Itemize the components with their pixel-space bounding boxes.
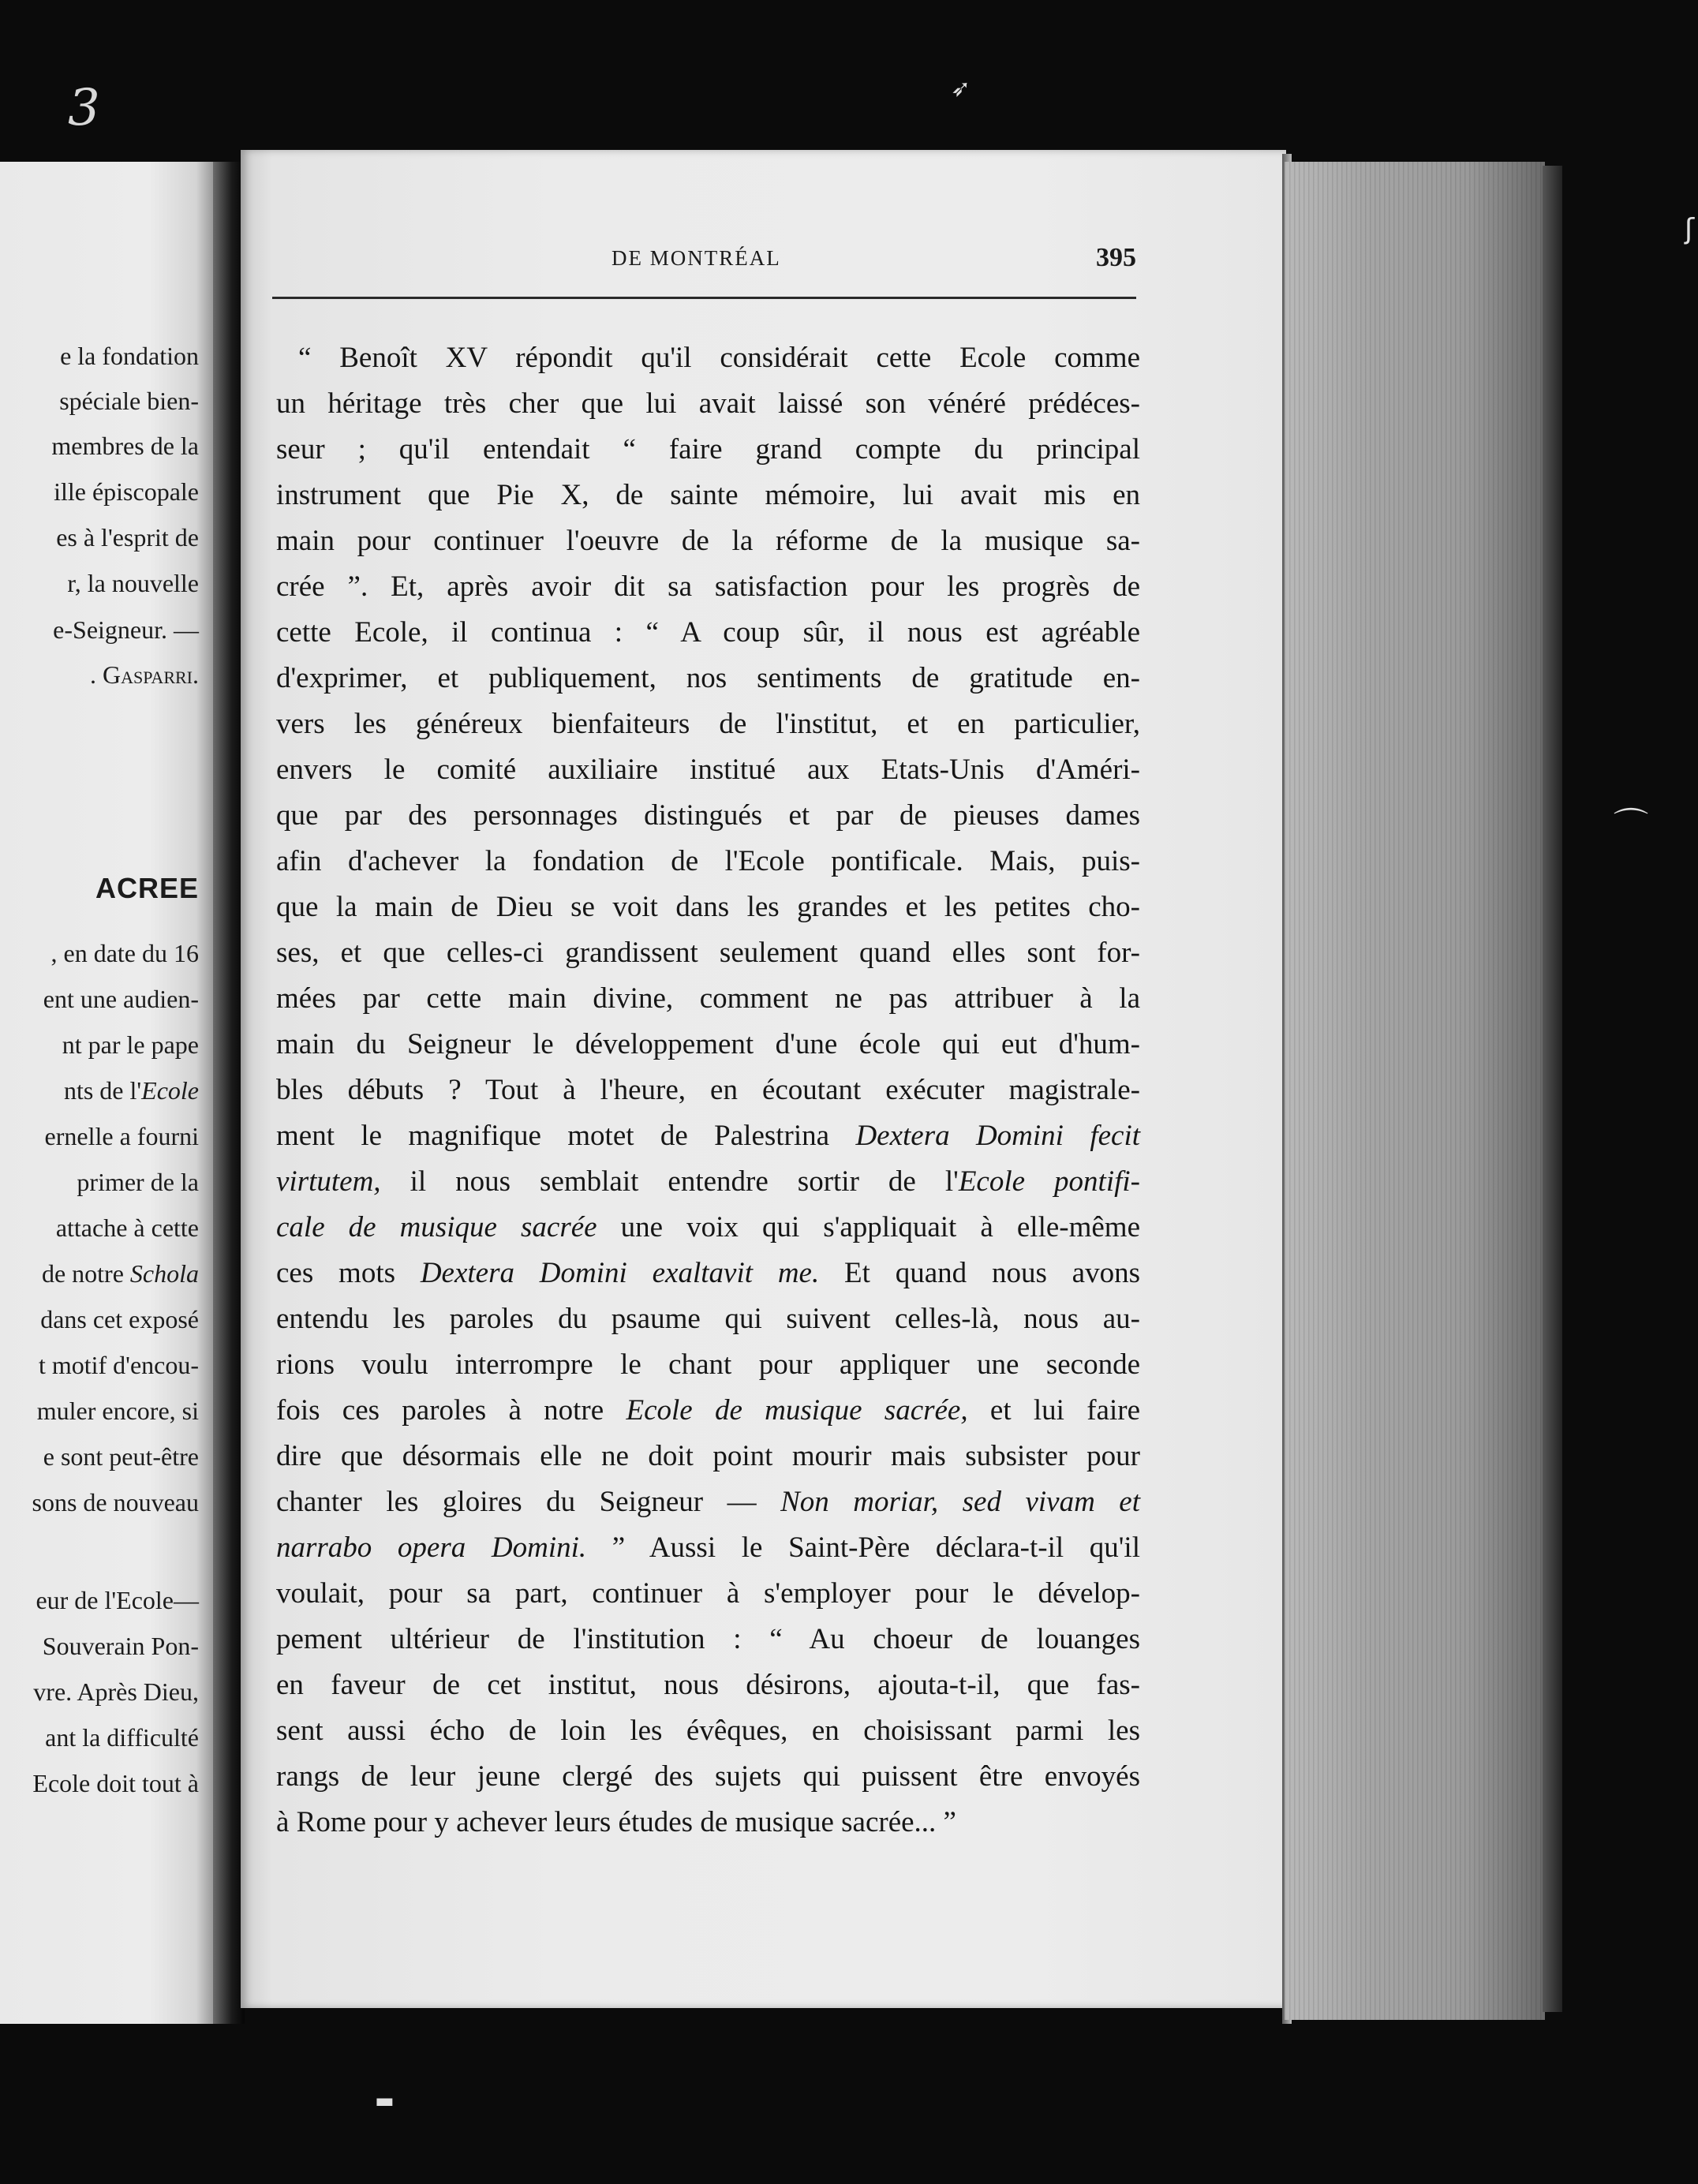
body-text-line: rions voulu interrompre le chant pour appliquer une seconde bbox=[276, 1348, 1140, 1381]
body-text-line: seur ; qu'il entendait “ faire grand compte du principal bbox=[276, 433, 1140, 466]
body-text-line: fois ces paroles à notre Ecole de musique sacrée, et lui faire bbox=[276, 1394, 1140, 1427]
body-text-line: “ Benoît XV répondit qu'il considérait cette Ecole comme bbox=[298, 342, 1140, 374]
page-number: 395 bbox=[1096, 243, 1136, 272]
page-edges bbox=[1285, 162, 1545, 2020]
background-speck: ➶ bbox=[951, 75, 971, 103]
left-page-line: nts de l'Ecole bbox=[63, 1076, 199, 1105]
left-page-line: Souverain Pon- bbox=[42, 1632, 199, 1660]
body-text-line: pement ultérieur de l'institution : “ Au choeur de louanges bbox=[276, 1623, 1140, 1655]
left-page-line: e-Seigneur. — bbox=[53, 615, 199, 644]
body-text-line: en faveur de cet institut, nous désirons, ajouta-t-il, que fas- bbox=[276, 1669, 1140, 1701]
body-text-line: mées par cette main divine, comment ne pas attribuer à la bbox=[276, 982, 1140, 1015]
left-page-line: es à l'esprit de bbox=[56, 523, 199, 552]
body-text-line: rangs de leur jeune clergé des sujets qui puissent être envoyés bbox=[276, 1760, 1140, 1793]
left-page-line: sons de nouveau bbox=[32, 1488, 199, 1516]
body-text-line: cette Ecole, il continua : “ A coup sûr, il nous est agréable bbox=[276, 616, 1140, 649]
background-speck: ▬ bbox=[375, 2089, 395, 2113]
left-page-line: eur de l'Ecole— bbox=[36, 1586, 199, 1614]
body-text-line: bles débuts ? Tout à l'heure, en écoutant exécuter magistrale- bbox=[276, 1074, 1140, 1106]
body-text-line: sent aussi écho de loin les évêques, en choisissant parmi les bbox=[276, 1715, 1140, 1747]
left-page-heading: ACREE bbox=[95, 872, 199, 904]
body-text-line: cale de musique sacrée une voix qui s'appliquait à elle-même bbox=[276, 1211, 1140, 1243]
body-text-line: voulait, pour sa part, continuer à s'employer pour le dévelop- bbox=[276, 1577, 1140, 1610]
left-facing-page bbox=[0, 162, 213, 2024]
left-page-line: e la fondation bbox=[60, 342, 199, 370]
body-text-line: crée ”. Et, après avoir dit sa satisfaction pour les progrès de bbox=[276, 570, 1140, 603]
body-text-line: d'exprimer, et publiquement, nos sentiments de gratitude en- bbox=[276, 662, 1140, 694]
left-page-line: nt par le pape bbox=[62, 1030, 199, 1059]
body-text-line: ses, et que celles-ci grandissent seulement quand elles sont for- bbox=[276, 937, 1140, 969]
body-text-line: entendu les paroles du psaume qui suivent celles-là, nous au- bbox=[276, 1303, 1140, 1335]
body-text-line: un héritage très cher que lui avait laissé son vénéré prédéces- bbox=[276, 387, 1140, 420]
body-text-line: chanter les gloires du Seigneur — Non moriar, sed vivam et bbox=[276, 1486, 1140, 1518]
body-text-line: que par des personnages distingués et par de pieuses dames bbox=[276, 799, 1140, 832]
body-text-line: main du Seigneur le développement d'une école qui eut d'hum- bbox=[276, 1028, 1140, 1060]
running-title: DE MONTRÉAL bbox=[612, 246, 781, 270]
body-text-line: ces mots Dextera Domini exaltavit me. Et quand nous avons bbox=[276, 1257, 1140, 1289]
left-page-line: ernelle a fourni bbox=[44, 1122, 199, 1150]
left-page-line: de notre Schola bbox=[41, 1259, 199, 1288]
left-page-line: r, la nouvelle bbox=[67, 569, 199, 597]
body-text-line: vers les généreux bienfaiteurs de l'institut, et en particulier, bbox=[276, 708, 1140, 740]
body-text-line: narrabo opera Domini. ” Aussi le Saint-Père déclara-t-il qu'il bbox=[276, 1531, 1140, 1564]
left-page-line: ille épiscopale bbox=[54, 477, 199, 506]
left-page-line: t motif d'encou- bbox=[38, 1351, 199, 1379]
left-page-line: spéciale bien- bbox=[59, 387, 199, 415]
left-page-line: muler encore, si bbox=[36, 1397, 199, 1425]
book-gutter bbox=[213, 162, 245, 2024]
left-page-line: primer de la bbox=[77, 1168, 199, 1196]
page-header bbox=[272, 243, 1136, 282]
left-page-line: membres de la bbox=[51, 432, 199, 460]
left-page-line: ent une audien- bbox=[43, 985, 199, 1013]
left-page-line: Ecole doit tout à bbox=[32, 1769, 199, 1797]
left-page-line: . Gasparri. bbox=[89, 660, 199, 689]
left-page-line: attache à cette bbox=[55, 1214, 199, 1242]
body-text-line: afin d'achever la fondation de l'Ecole pontificale. Mais, puis- bbox=[276, 845, 1140, 877]
background-speck: ʃ bbox=[1685, 213, 1695, 245]
left-page-line: vre. Après Dieu, bbox=[33, 1677, 199, 1706]
back-cover-edge bbox=[1543, 166, 1562, 2012]
body-text-line: main pour continuer l'oeuvre de la réforme de la musique sa- bbox=[276, 525, 1140, 557]
pencil-margin-mark: 3 bbox=[68, 79, 100, 137]
body-text-line: virtutem, il nous semblait entendre sortir de l'Ecole pontifi- bbox=[276, 1165, 1140, 1198]
body-text-line: envers le comité auxiliaire institué aux Etats-Unis d'Améri- bbox=[276, 754, 1140, 786]
body-text-line: instrument que Pie X, de sainte mémoire, lui avait mis en bbox=[276, 479, 1140, 511]
body-text-line: ment le magnifique motet de Palestrina Dextera Domini fecit bbox=[276, 1120, 1141, 1152]
body-text-line: dire que désormais elle ne doit point mourir mais subsister pour bbox=[276, 1440, 1140, 1472]
body-text-line: à Rome pour y achever leurs études de musique sacrée... ” bbox=[276, 1806, 956, 1838]
header-rule bbox=[272, 297, 1136, 299]
left-page-line: e sont peut-être bbox=[43, 1442, 199, 1471]
left-page-line: ant la difficulté bbox=[45, 1723, 199, 1752]
body-text-line: que la main de Dieu se voit dans les grandes et les petites cho- bbox=[276, 891, 1140, 923]
left-page-line: dans cet exposé bbox=[40, 1305, 199, 1333]
left-page-line: , en date du 16 bbox=[50, 939, 199, 967]
background-speck: ⌒ bbox=[1614, 806, 1648, 846]
